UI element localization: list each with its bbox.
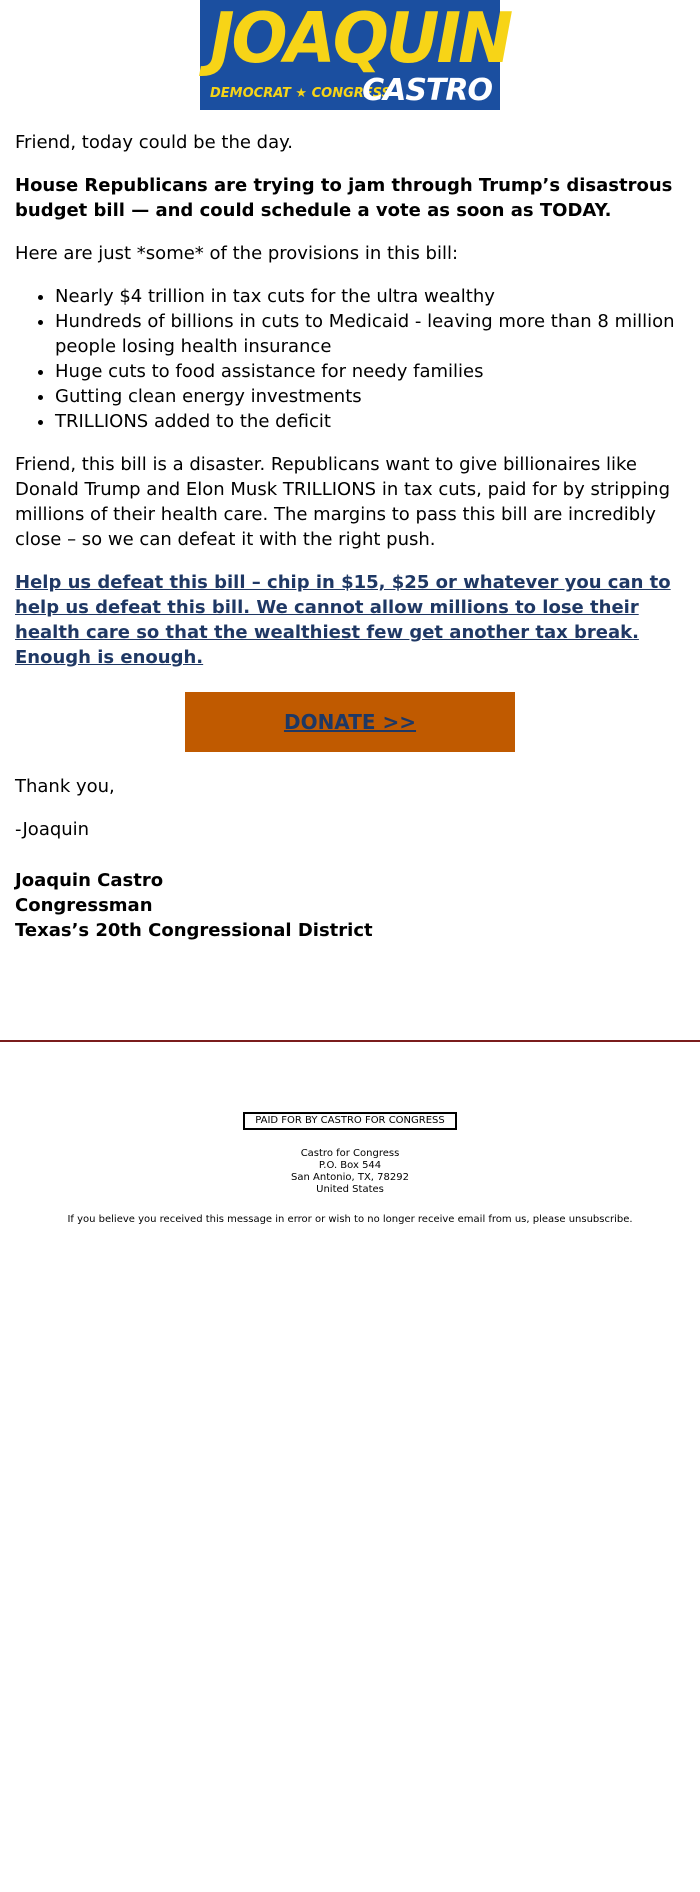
list-item: • Hundreds of billions in cuts to Medicaid - leaving more than 8 million people losing health insurance: [55, 309, 685, 359]
paid-for-disclaimer: PAID FOR BY CASTRO FOR CONGRESS: [243, 1112, 456, 1130]
email-body: [15, 130, 685, 943]
signature-district: Texas’s 20th Congressional District: [15, 920, 373, 941]
list-item: • Nearly $4 trillion in tax cuts for the ultra wealthy: [55, 284, 685, 309]
thanks: Thank you,: [15, 776, 115, 797]
list-item: • TRILLIONS added to the deficit: [55, 409, 685, 434]
headline: House Republicans are trying to jam through Trump’s disastrous budget bill — and could schedule a vote as soon as TODAY.: [15, 175, 673, 221]
list-item: • Huge cuts to food assistance for needy families: [55, 359, 685, 384]
list-item: • Gutting clean energy investments: [55, 384, 685, 409]
footer: [0, 1112, 700, 1226]
provisions-list: [15, 284, 685, 434]
address-line: United States: [316, 1184, 384, 1195]
signature-block: [15, 868, 685, 943]
signature-name: Joaquin Castro: [15, 870, 164, 891]
donate-button[interactable]: DONATE >>: [185, 692, 515, 752]
explanation-paragraph: Friend, this bill is a disaster. Republicans want to give billionaires like Donald Trump and Elon Musk TRILLIONS in tax cuts, paid for by stripping millions of their health care. The margins to pass this bill are incredibly close – so we can defeat it with the right push.: [15, 454, 670, 550]
greeting: Friend, today could be the day.: [15, 132, 293, 153]
mailing-address: [0, 1148, 700, 1196]
signature-title: Congressman: [15, 895, 153, 916]
logo-subtitle: DEMOCRAT ★ CONGRESS: [210, 86, 391, 101]
address-line: Castro for Congress: [300, 1148, 400, 1159]
donate-link[interactable]: Help us defeat this bill – chip in $15, $25 or whatever you can to help us defeat this bill. We cannot allow millions to lose their health care so that the wealthiest few get another tax break. Enough is enough.: [15, 572, 671, 668]
signoff: -Joaquin: [15, 819, 90, 840]
unsubscribe-notice[interactable]: If you believe you received this message in error or wish to no longer receive email from us, please unsubscribe.: [67, 1214, 633, 1225]
logo-last-name: CASTRO: [362, 73, 492, 108]
donate-button-wrapper: [15, 692, 685, 752]
campaign-logo: [200, 0, 511, 110]
logo-first-name: JOAQUIN: [210, 0, 511, 79]
address-line: P.O. Box 544: [318, 1160, 382, 1171]
cta-paragraph: [15, 570, 685, 670]
footer-divider: [0, 1040, 700, 1042]
address-line: San Antonio, TX, 78292: [291, 1172, 409, 1183]
provisions-intro: Here are just *some* of the provisions in this bill:: [15, 243, 459, 264]
